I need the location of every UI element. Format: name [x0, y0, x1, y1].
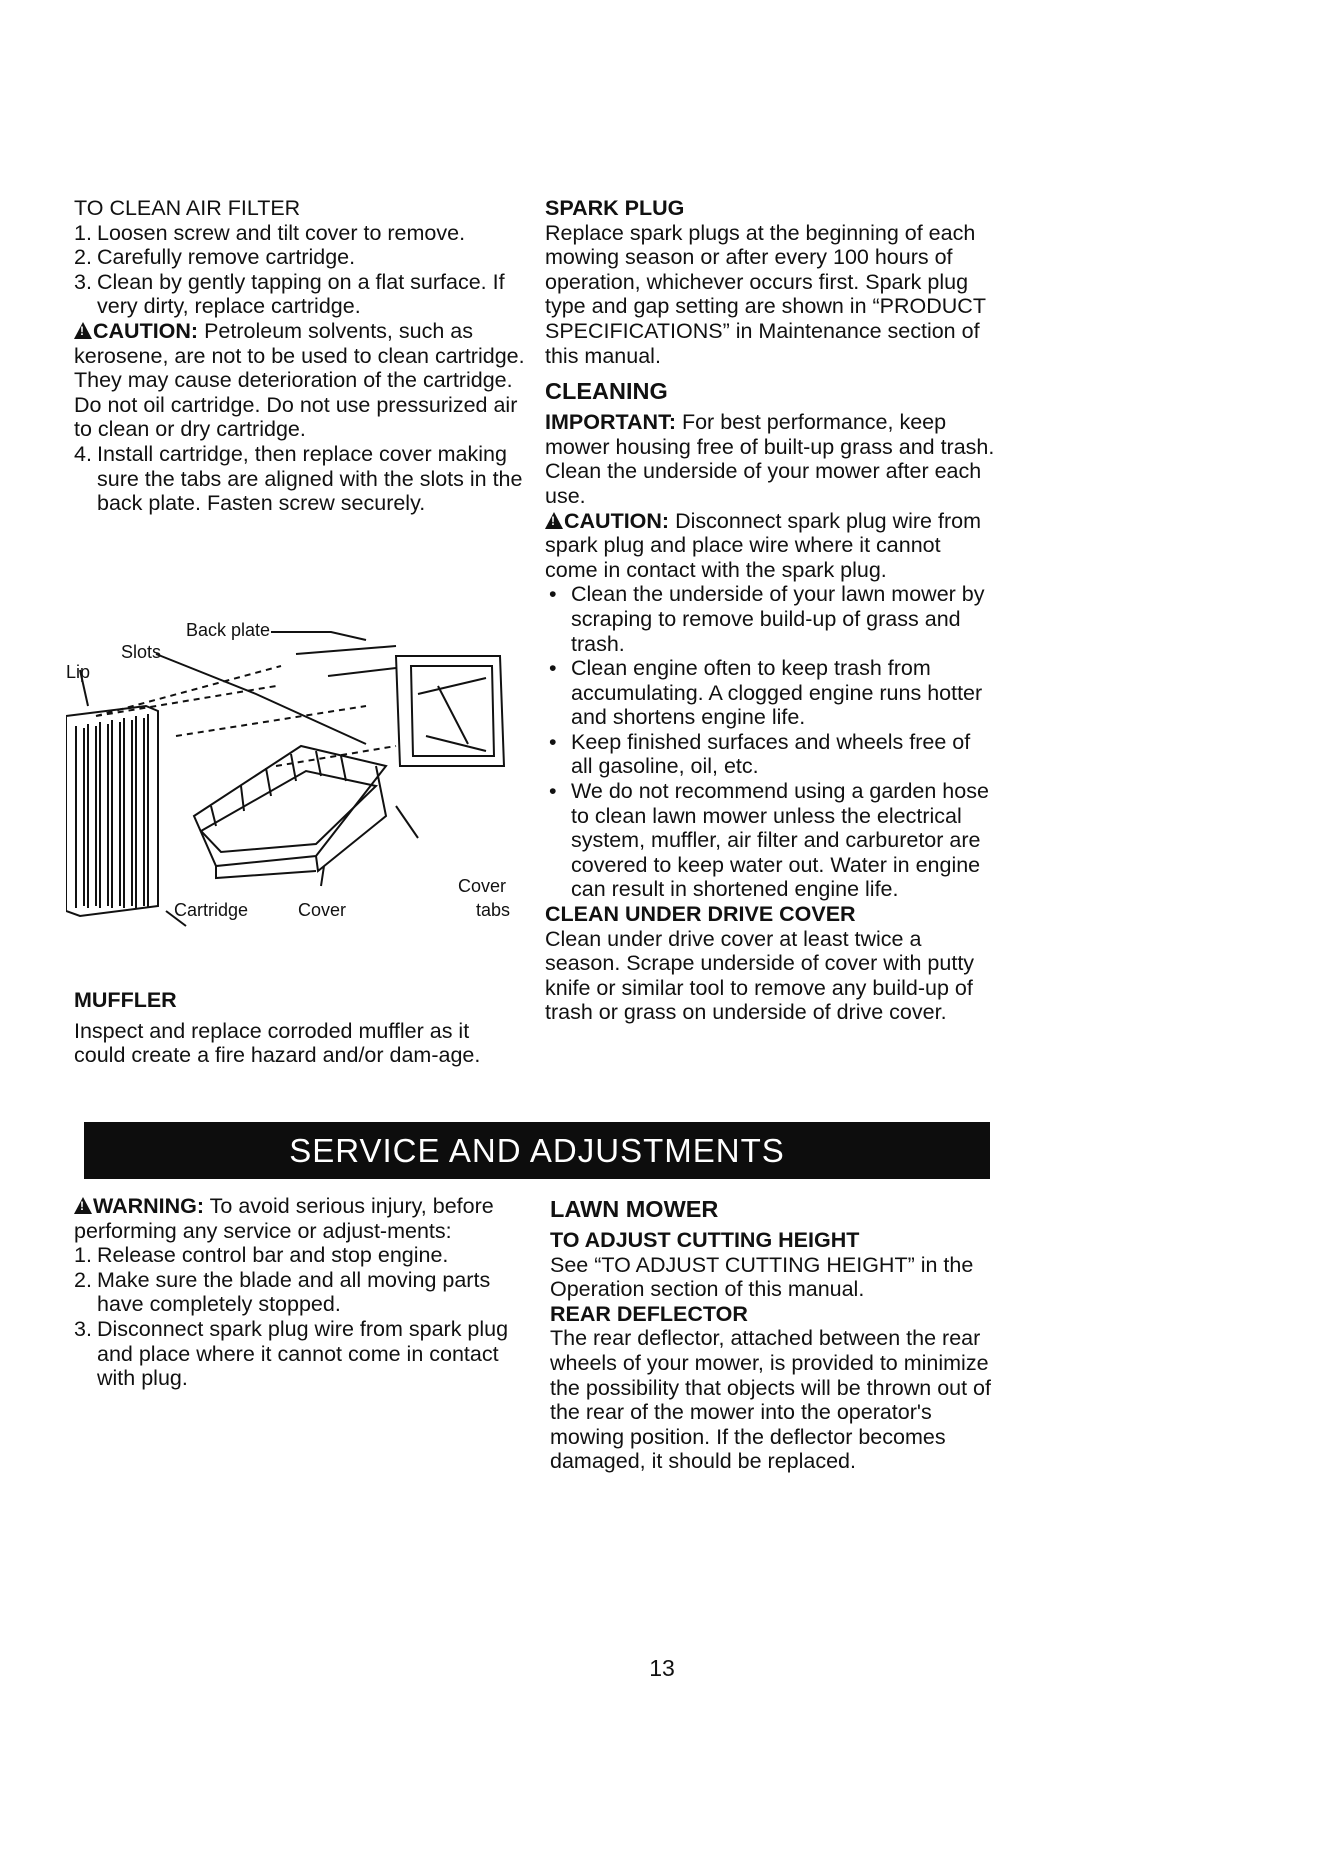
step-text: Release control bar and stop engine.	[97, 1243, 449, 1268]
muffler-text: Inspect and replace corroded muffler as it could create a fire hazard and/or dam-age.	[74, 1018, 481, 1068]
drive-cover-heading: CLEAN UNDER DRIVE COVER	[545, 902, 856, 927]
lawn-mower-section	[550, 1194, 1000, 1474]
step-number: 2.	[74, 1267, 92, 1292]
back-plate-label: Back plate	[186, 620, 271, 640]
cover-tabs-label-line2: tabs	[476, 900, 511, 920]
maintenance-right-column	[545, 196, 997, 1025]
list-item	[74, 221, 526, 246]
important-text: For best performance, keep mower housing free of built-up grass and trash. Clean the underside of your mower after each use.	[545, 410, 995, 508]
muffler-heading: MUFFLER	[74, 988, 177, 1012]
list-item	[74, 270, 526, 319]
cutting-height-heading: TO ADJUST CUTTING HEIGHT	[550, 1228, 860, 1252]
step-number: 4.	[74, 441, 92, 466]
bullet-mark: •	[549, 656, 557, 681]
list-item	[74, 1243, 526, 1268]
caution-text: Disconnect spark plug wire from spark plug and place wire where it cannot come in contact with the spark plug.	[545, 508, 981, 582]
caution-label: CAUTION:	[564, 508, 670, 533]
air-filter-diagram	[66, 616, 526, 928]
list-item	[545, 779, 997, 902]
warning-section	[74, 1194, 526, 1391]
warning-label: WARNING:	[93, 1194, 205, 1218]
cover-tabs-label-line1: Cover	[458, 876, 507, 896]
cleaning-caution	[545, 509, 997, 583]
caution-label: CAUTION:	[93, 318, 199, 343]
bullet-mark: •	[549, 779, 557, 804]
bullet-mark: •	[549, 582, 557, 607]
step-text: Clean by gently tapping on a flat surface. If very dirty, replace cartridge.	[97, 269, 505, 319]
muffler-section	[74, 988, 526, 1068]
step-text: Disconnect spark plug wire from spark plug and place where it cannot come in contact with plug.	[97, 1316, 509, 1391]
spark-plug-heading: SPARK PLUG	[545, 196, 685, 220]
cover-label: Cover	[298, 900, 347, 920]
slots-leader	[156, 654, 366, 744]
list-item	[74, 442, 526, 516]
page-number: 13	[649, 1655, 675, 1681]
warning-text: To avoid serious injury, before performing any service or adjust-ments:	[74, 1194, 494, 1243]
cleaning-heading: CLEANING	[545, 378, 668, 405]
bullet-text: Clean engine often to keep trash from accumulating. A clogged engine runs hotter and shortens engine life.	[571, 656, 983, 730]
list-item	[74, 245, 526, 270]
warning-triangle-icon	[74, 1197, 92, 1214]
bullet-text: Clean the underside of your lawn mower by scraping to remove build-up of grass and trash.	[571, 582, 985, 656]
bullet-text: Keep finished surfaces and wheels free of all gasoline, oil, etc.	[571, 729, 971, 779]
step-text: Install cartridge, then replace cover making sure the tabs are aligned with the slots in the back plate. Fasten screw securely.	[97, 441, 523, 516]
back-plate-leader	[271, 632, 366, 640]
caution-text: Petroleum solvents, such as kerosene, are not to be used to clean cartridge. They may cause deterioration of the cartridge. Do not oil cartridge. Do not use pressurized air to clean or dry cartridge.	[74, 318, 525, 442]
step-number: 1.	[74, 1243, 92, 1268]
list-item	[545, 656, 997, 730]
air-filter-section	[74, 196, 526, 516]
step-text: Make sure the blade and all moving parts have completely stopped.	[97, 1267, 491, 1317]
cleaning-bullets	[545, 582, 997, 902]
cover-tabs-leader	[396, 806, 418, 838]
step-number: 2.	[74, 245, 92, 270]
step-number: 3.	[74, 269, 92, 294]
important-label: IMPORTANT:	[545, 410, 676, 435]
section-banner: SERVICE AND ADJUSTMENTS	[84, 1122, 990, 1179]
list-item	[74, 1317, 526, 1391]
cleaning-important	[545, 410, 997, 508]
lip-label: Lip	[66, 662, 91, 682]
drive-cover-text: Clean under drive cover at least twice a season. Scrape underside of cover with putty knife or similar tool to remove any build-up of trash or grass on underside of drive cover.	[545, 926, 975, 1025]
rear-deflector-text: The rear deflector, attached between the rear wheels of your mower, is provided to minimize the possibility that objects will be thrown out of the rear of the mower into the operator's mowing position. If the deflector becomes damaged, it should be replaced.	[550, 1326, 991, 1474]
spark-plug-text: Replace spark plugs at the beginning of each mowing season or after every 100 hours of operation, whichever occurs first. Spark plug type and gap setting are shown in “PRODUCT SPECIFICATIONS” in Maintenance section of this manual.	[545, 220, 986, 368]
cutting-height-text: See “TO ADJUST CUTTING HEIGHT” in the Operation section of this manual.	[550, 1252, 974, 1302]
rear-deflector-heading: REAR DEFLECTOR	[550, 1301, 748, 1326]
list-item	[74, 1268, 526, 1317]
air-filter-heading: TO CLEAN AIR FILTER	[74, 196, 301, 220]
warning-steps	[74, 1243, 526, 1391]
step-text: Loosen screw and tilt cover to remove.	[97, 220, 466, 245]
list-item	[545, 730, 997, 779]
list-item	[545, 582, 997, 656]
slots-label: Slots	[121, 642, 162, 662]
air-filter-step-4	[74, 442, 526, 516]
lawn-mower-heading: LAWN MOWER	[550, 1196, 719, 1222]
cartridge-label: Cartridge	[174, 900, 249, 920]
step-number: 1.	[74, 220, 92, 245]
step-text: Carefully remove cartridge.	[97, 245, 356, 270]
step-number: 3.	[74, 1316, 92, 1341]
warning-triangle-icon	[74, 322, 92, 339]
air-filter-steps	[74, 221, 526, 319]
bullet-mark: •	[549, 729, 557, 754]
air-filter-caution	[74, 319, 526, 442]
warning-triangle-icon	[545, 512, 563, 529]
warning-paragraph	[74, 1194, 526, 1243]
bullet-text: We do not recommend using a garden hose to clean lawn mower unless the electrical system, muffler, air filter and carburetor are covered to keep water out. Water in engine can result in shortened engine life.	[571, 779, 989, 902]
